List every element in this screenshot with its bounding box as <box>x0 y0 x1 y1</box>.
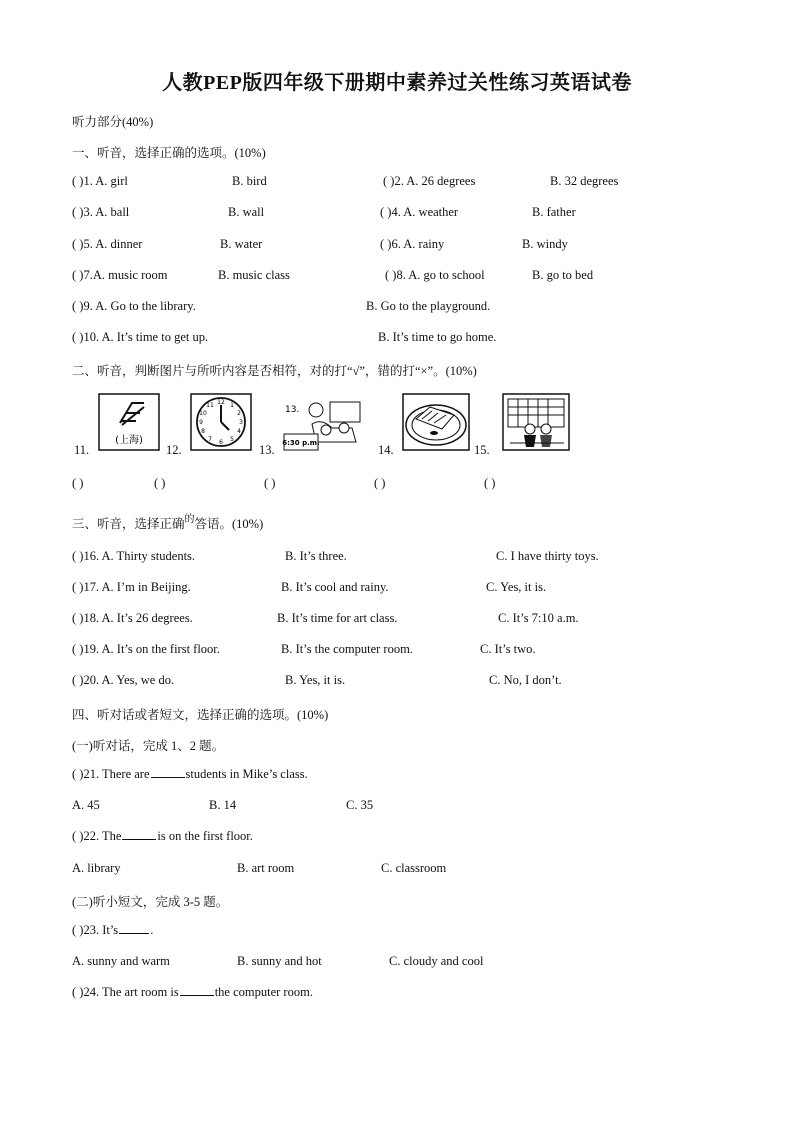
picture-label: 14. <box>378 443 394 457</box>
section1-heading: 一、听音，选择正确的选项。(10%) <box>72 146 266 160</box>
question-row <box>72 767 308 782</box>
option-b: B. Yes, it is. <box>285 673 346 687</box>
picture-school <box>502 393 570 451</box>
svg-text:9: 9 <box>199 419 203 426</box>
answer-blank <box>180 985 214 996</box>
question-text: ( )22. The <box>72 829 122 843</box>
question-row: ( )4. A. weather <box>380 205 459 219</box>
heading-part: 答语。(10%) <box>194 517 264 531</box>
question-row <box>72 829 253 844</box>
option-b: B. art room <box>237 861 295 875</box>
heading-superscript: 的 <box>184 514 195 525</box>
answer-parens: ( ) <box>72 476 84 490</box>
question-row: ( )2. A. 26 degrees <box>383 174 476 188</box>
question-row: ( )20. A. Yes, we do. <box>72 673 175 687</box>
heading-part: 三、听音，选择正确 <box>72 517 185 531</box>
question-row: ( )9. A. Go to the library. <box>72 299 196 313</box>
picture-clock <box>190 393 252 451</box>
question-row <box>72 985 313 1000</box>
picture-dinner-time <box>282 398 366 456</box>
question-row: ( )17. A. I’m in Beijing. <box>72 580 191 594</box>
option-b: B. wall <box>228 205 265 219</box>
picture-number: 13. <box>285 405 300 415</box>
question-text: . <box>150 923 154 937</box>
answer-parens: ( ) <box>374 476 386 490</box>
question-row: ( )16. A. Thirty students. <box>72 549 196 563</box>
option-b: B. bird <box>232 174 267 188</box>
question-text: ( )24. The art room is <box>72 985 179 999</box>
option-c: C. Yes, it is. <box>486 580 547 594</box>
option-b: B. It’s cool and rainy. <box>281 580 389 594</box>
picture-label: 15. <box>474 443 490 457</box>
option-b: B. water <box>220 237 263 251</box>
option-b: B. father <box>532 205 576 219</box>
option-a: A. 45 <box>72 798 100 812</box>
question-row: ( )1. A. girl <box>72 174 128 188</box>
option-a: A. sunny and warm <box>72 954 170 968</box>
option-b: B. It’s three. <box>285 549 347 563</box>
option-c: C. 35 <box>346 798 374 812</box>
answer-parens: ( ) <box>484 476 496 490</box>
option-c: C. I have thirty toys. <box>496 549 599 563</box>
option-b: B. It’s the computer room. <box>281 642 413 656</box>
question-text: the computer room. <box>214 985 313 999</box>
option-c: C. No, I don’t. <box>489 673 562 687</box>
answer-blank <box>119 923 149 934</box>
part1-heading: (一)听对话，完成 1、2 题。 <box>72 739 225 753</box>
page-title: 人教PEP版四年级下册期中素养过关性练习英语试卷 <box>162 72 632 94</box>
svg-text:11: 11 <box>206 402 214 409</box>
picture-label: 12. <box>166 443 182 457</box>
option-b: B. go to bed <box>532 268 594 282</box>
option-b: B. Go to the playground. <box>366 299 491 313</box>
option-b: B. It’s time for art class. <box>277 611 398 625</box>
svg-text:8: 8 <box>201 428 205 435</box>
option-b: B. music class <box>218 268 290 282</box>
svg-text:5: 5 <box>230 436 234 443</box>
question-text: ( )23. It’s <box>72 923 119 937</box>
svg-text:10: 10 <box>199 410 207 417</box>
picture-city-label: (上海) <box>115 435 143 446</box>
answer-parens: ( ) <box>154 476 166 490</box>
question-row: ( )18. A. It’s 26 degrees. <box>72 611 193 625</box>
picture-shanghai-weather <box>98 393 160 451</box>
option-c: C. classroom <box>381 861 447 875</box>
picture-label: 11. <box>74 443 90 457</box>
section2-heading: 二、听音，判断图片与所听内容是否相符，对的打“√”，错的打“×”。(10%) <box>72 364 477 378</box>
answer-parens: ( ) <box>264 476 276 490</box>
section3-heading <box>72 514 263 532</box>
question-text: students in Mike’s class. <box>185 767 308 781</box>
answer-blank <box>151 767 185 778</box>
svg-text:1: 1 <box>230 402 234 409</box>
question-text: ( )21. There are <box>72 767 150 781</box>
question-row: ( )7.A. music room <box>72 268 168 282</box>
option-b: B. It’s time to go home. <box>378 330 497 344</box>
option-c: C. It’s 7:10 a.m. <box>498 611 579 625</box>
svg-text:3: 3 <box>239 419 243 426</box>
svg-text:7: 7 <box>208 436 212 443</box>
option-a: A. library <box>72 861 121 875</box>
option-b: B. sunny and hot <box>237 954 322 968</box>
svg-text:12: 12 <box>217 399 225 406</box>
option-b: B. 14 <box>209 798 237 812</box>
listening-label: 听力部分(40%) <box>72 115 154 129</box>
question-row: ( )8. A. go to school <box>385 268 485 282</box>
svg-text:4: 4 <box>237 428 241 435</box>
option-b: B. 32 degrees <box>550 174 619 188</box>
picture-playground <box>402 393 470 451</box>
question-row <box>72 923 153 938</box>
picture-time-label: 6:30 p.m. <box>282 439 320 447</box>
svg-text:6: 6 <box>219 439 223 446</box>
question-row: ( )6. A. rainy <box>380 237 445 251</box>
option-b: B. windy <box>522 237 568 251</box>
part2-heading: (二)听小短文，完成 3-5 题。 <box>72 895 229 909</box>
option-c: C. cloudy and cool <box>389 954 484 968</box>
question-row: ( )10. A. It’s time to get up. <box>72 330 209 344</box>
answer-blank <box>122 829 156 840</box>
svg-text:2: 2 <box>237 410 241 417</box>
question-row: ( )3. A. ball <box>72 205 130 219</box>
question-row: ( )5. A. dinner <box>72 237 143 251</box>
question-row: ( )19. A. It’s on the first floor. <box>72 642 220 656</box>
section4-heading: 四、听对话或者短文，选择正确的选项。(10%) <box>72 708 329 722</box>
option-c: C. It’s two. <box>480 642 536 656</box>
question-text: is on the first floor. <box>157 829 253 843</box>
picture-label: 13. <box>259 443 275 457</box>
